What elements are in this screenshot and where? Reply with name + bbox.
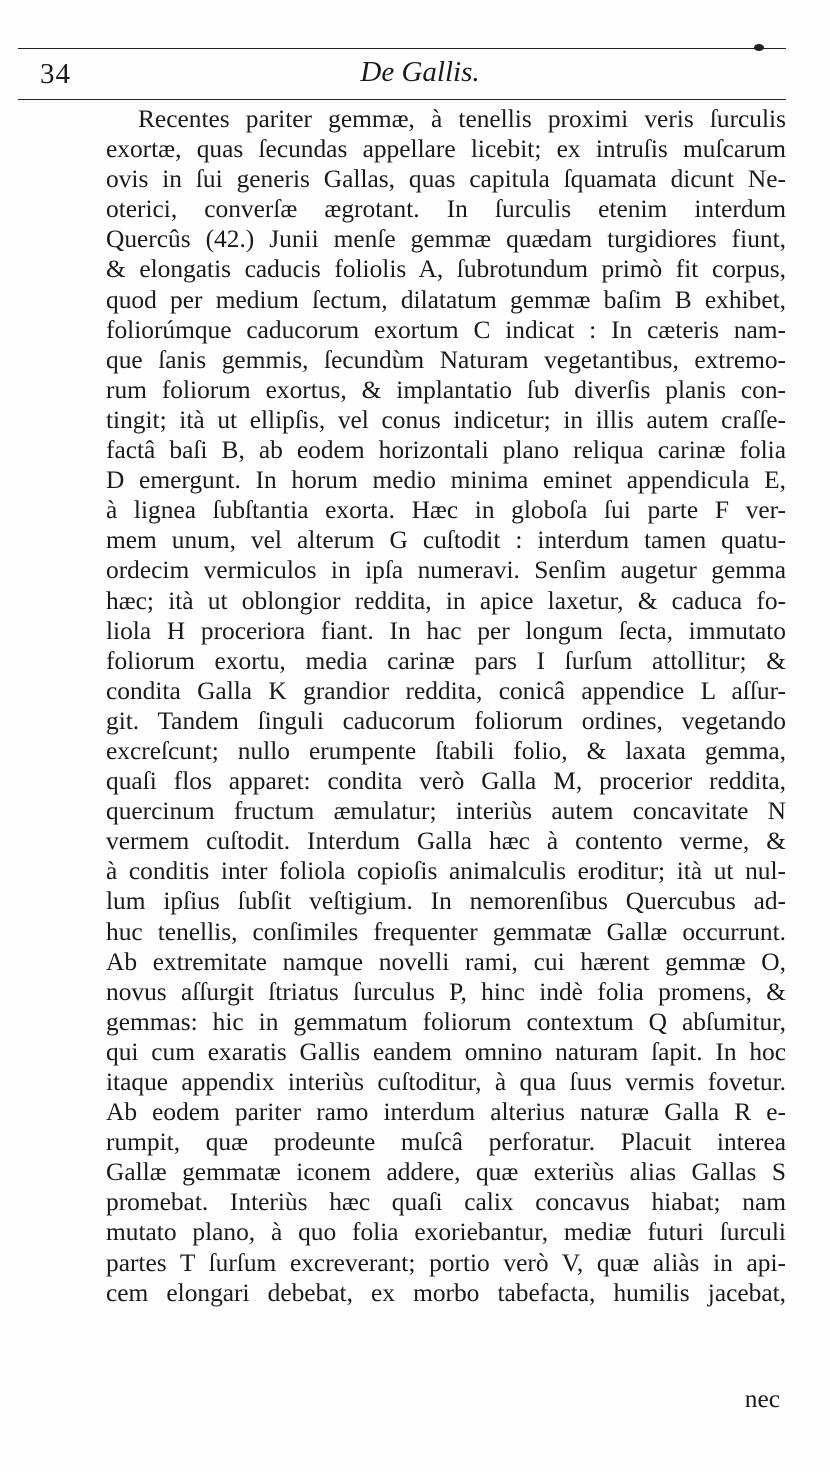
text-line: Gallæ gemmatæ iconem addere, quæ exteriùs alias Gallas S (106, 1158, 786, 1187)
text-line: Ab extremitate namque novelli rami, cui hærent gemmæ O, (106, 947, 786, 976)
text-line: huc tenellis, conſimiles frequenter gemmatæ Gallæ occurrunt. (106, 917, 786, 946)
text-line: itaque appendix interiùs cuſtoditur, à qua ſuus vermis fovetur. (106, 1068, 786, 1096)
text-line: Recentes pariter gemmæ, à tenellis proximi veris ſurculis (138, 105, 786, 133)
text-line: cem elongari debebat, ex morbo tabefacta, humilis jacebat, (106, 1278, 786, 1307)
header-top-rule (18, 48, 786, 49)
text-line: vermem cuſtodit. Interdum Galla hæc à contento verme, & (106, 827, 786, 856)
running-title: De Gallis. (360, 56, 480, 88)
text-line: mutato plano, à quo folia exoriebantur, mediæ futuri ſurculi (106, 1218, 786, 1247)
text-line: quaſi flos apparet: condita verò Galla M, procerior reddita, (106, 767, 786, 796)
text-line: foliorum exortu, media carinæ pars I ſurſum attollitur; & (106, 646, 786, 675)
text-line: & elongatis caducis foliolis A, ſubrotundum primò fit corpus, (106, 255, 786, 284)
text-line: hæc; ità ut oblongior reddita, in apice laxetur, & caduca fo- (106, 586, 786, 615)
text-line: novus aſſurgit ſtriatus ſurculus P, hinc indè folia promens, & (106, 977, 786, 1006)
text-line: gemmas: hic in gemmatum foliorum contextum Q abſumitur, (106, 1007, 786, 1036)
text-line: D emergunt. In horum medio minima eminet appendicula E, (106, 466, 786, 495)
text-line: tingit; ità ut ellipſis, vel conus indicetur; in illis autem craſſe- (106, 405, 786, 434)
text-line: quercinum fructum æmulatur; interiùs autem concavitate N (106, 797, 786, 826)
text-line: promebat. Interiùs hæc quaſi calix concavus hiabat; nam (106, 1188, 786, 1217)
text-line: rumpit, quæ prodeunte muſcâ perforatur. Placuit interea (106, 1128, 786, 1157)
body-text (106, 104, 786, 1308)
text-line: quod per medium ſectum, dilatatum gemmæ baſim B exhibet, (106, 285, 786, 314)
text-line: foliorúmque caducorum exortum C indicat : In cæteris nam- (106, 315, 786, 344)
text-line: exortæ, quas ſecundas appellare licebit; ex intruſis muſcarum (106, 135, 786, 164)
text-line: partes T ſurſum excreverant; portio verò V, quæ aliàs in api- (106, 1248, 786, 1277)
header-rule-ornament (754, 44, 764, 51)
text-line: Quercûs (42.) Junii menſe gemmæ quædam turgidiores fiunt, (106, 225, 786, 254)
page-number: 34 (40, 58, 71, 90)
text-line: Ab eodem pariter ramo interdum alterius naturæ Galla R e- (106, 1098, 786, 1127)
text-line: liola H proceriora fiant. In hac per longum ſecta, immutato (106, 616, 786, 645)
text-line: condita Galla K grandior reddita, conicâ appendice L aſſur- (106, 676, 786, 705)
text-line: à lignea ſubſtantia exorta. Hæc in globoſa ſui parte F ver- (106, 496, 786, 525)
text-line: excreſcunt; nullo erumpente ſtabili folio, & laxata gemma, (106, 736, 786, 765)
catchword: nec (744, 1385, 780, 1413)
text-line: oterici, converſæ ægrotant. In ſurculis etenim interdum (106, 195, 786, 224)
text-line: factâ baſi B, ab eodem horizontali plano reliqua carinæ folia (106, 436, 786, 465)
text-line: à conditis inter foliola copioſis animalculis eroditur; ità ut nul- (106, 857, 786, 886)
text-line: mem unum, vel alterum G cuſtodit : interdum tamen quatu- (106, 526, 786, 555)
text-line: lum ipſius ſubſit veſtigium. In nemorenſibus Quercubus ad- (106, 887, 786, 916)
text-line: ovis in ſui generis Gallas, quas capitula ſquamata dicunt Ne- (106, 165, 786, 194)
text-line: ordecim vermiculos in ipſa numeravi. Senſim augetur gemma (106, 556, 786, 585)
text-line: git. Tandem ſinguli caducorum foliorum ordines, vegetando (106, 706, 786, 735)
header-bottom-rule (18, 99, 786, 100)
text-line: rum foliorum exortus, & implantatio ſub diverſis planis con- (106, 375, 786, 404)
text-line: qui cum exaratis Gallis eandem omnino naturam ſapit. In hoc (106, 1037, 786, 1066)
text-line: que ſanis gemmis, ſecundùm Naturam vegetantibus, extremo- (106, 345, 786, 374)
